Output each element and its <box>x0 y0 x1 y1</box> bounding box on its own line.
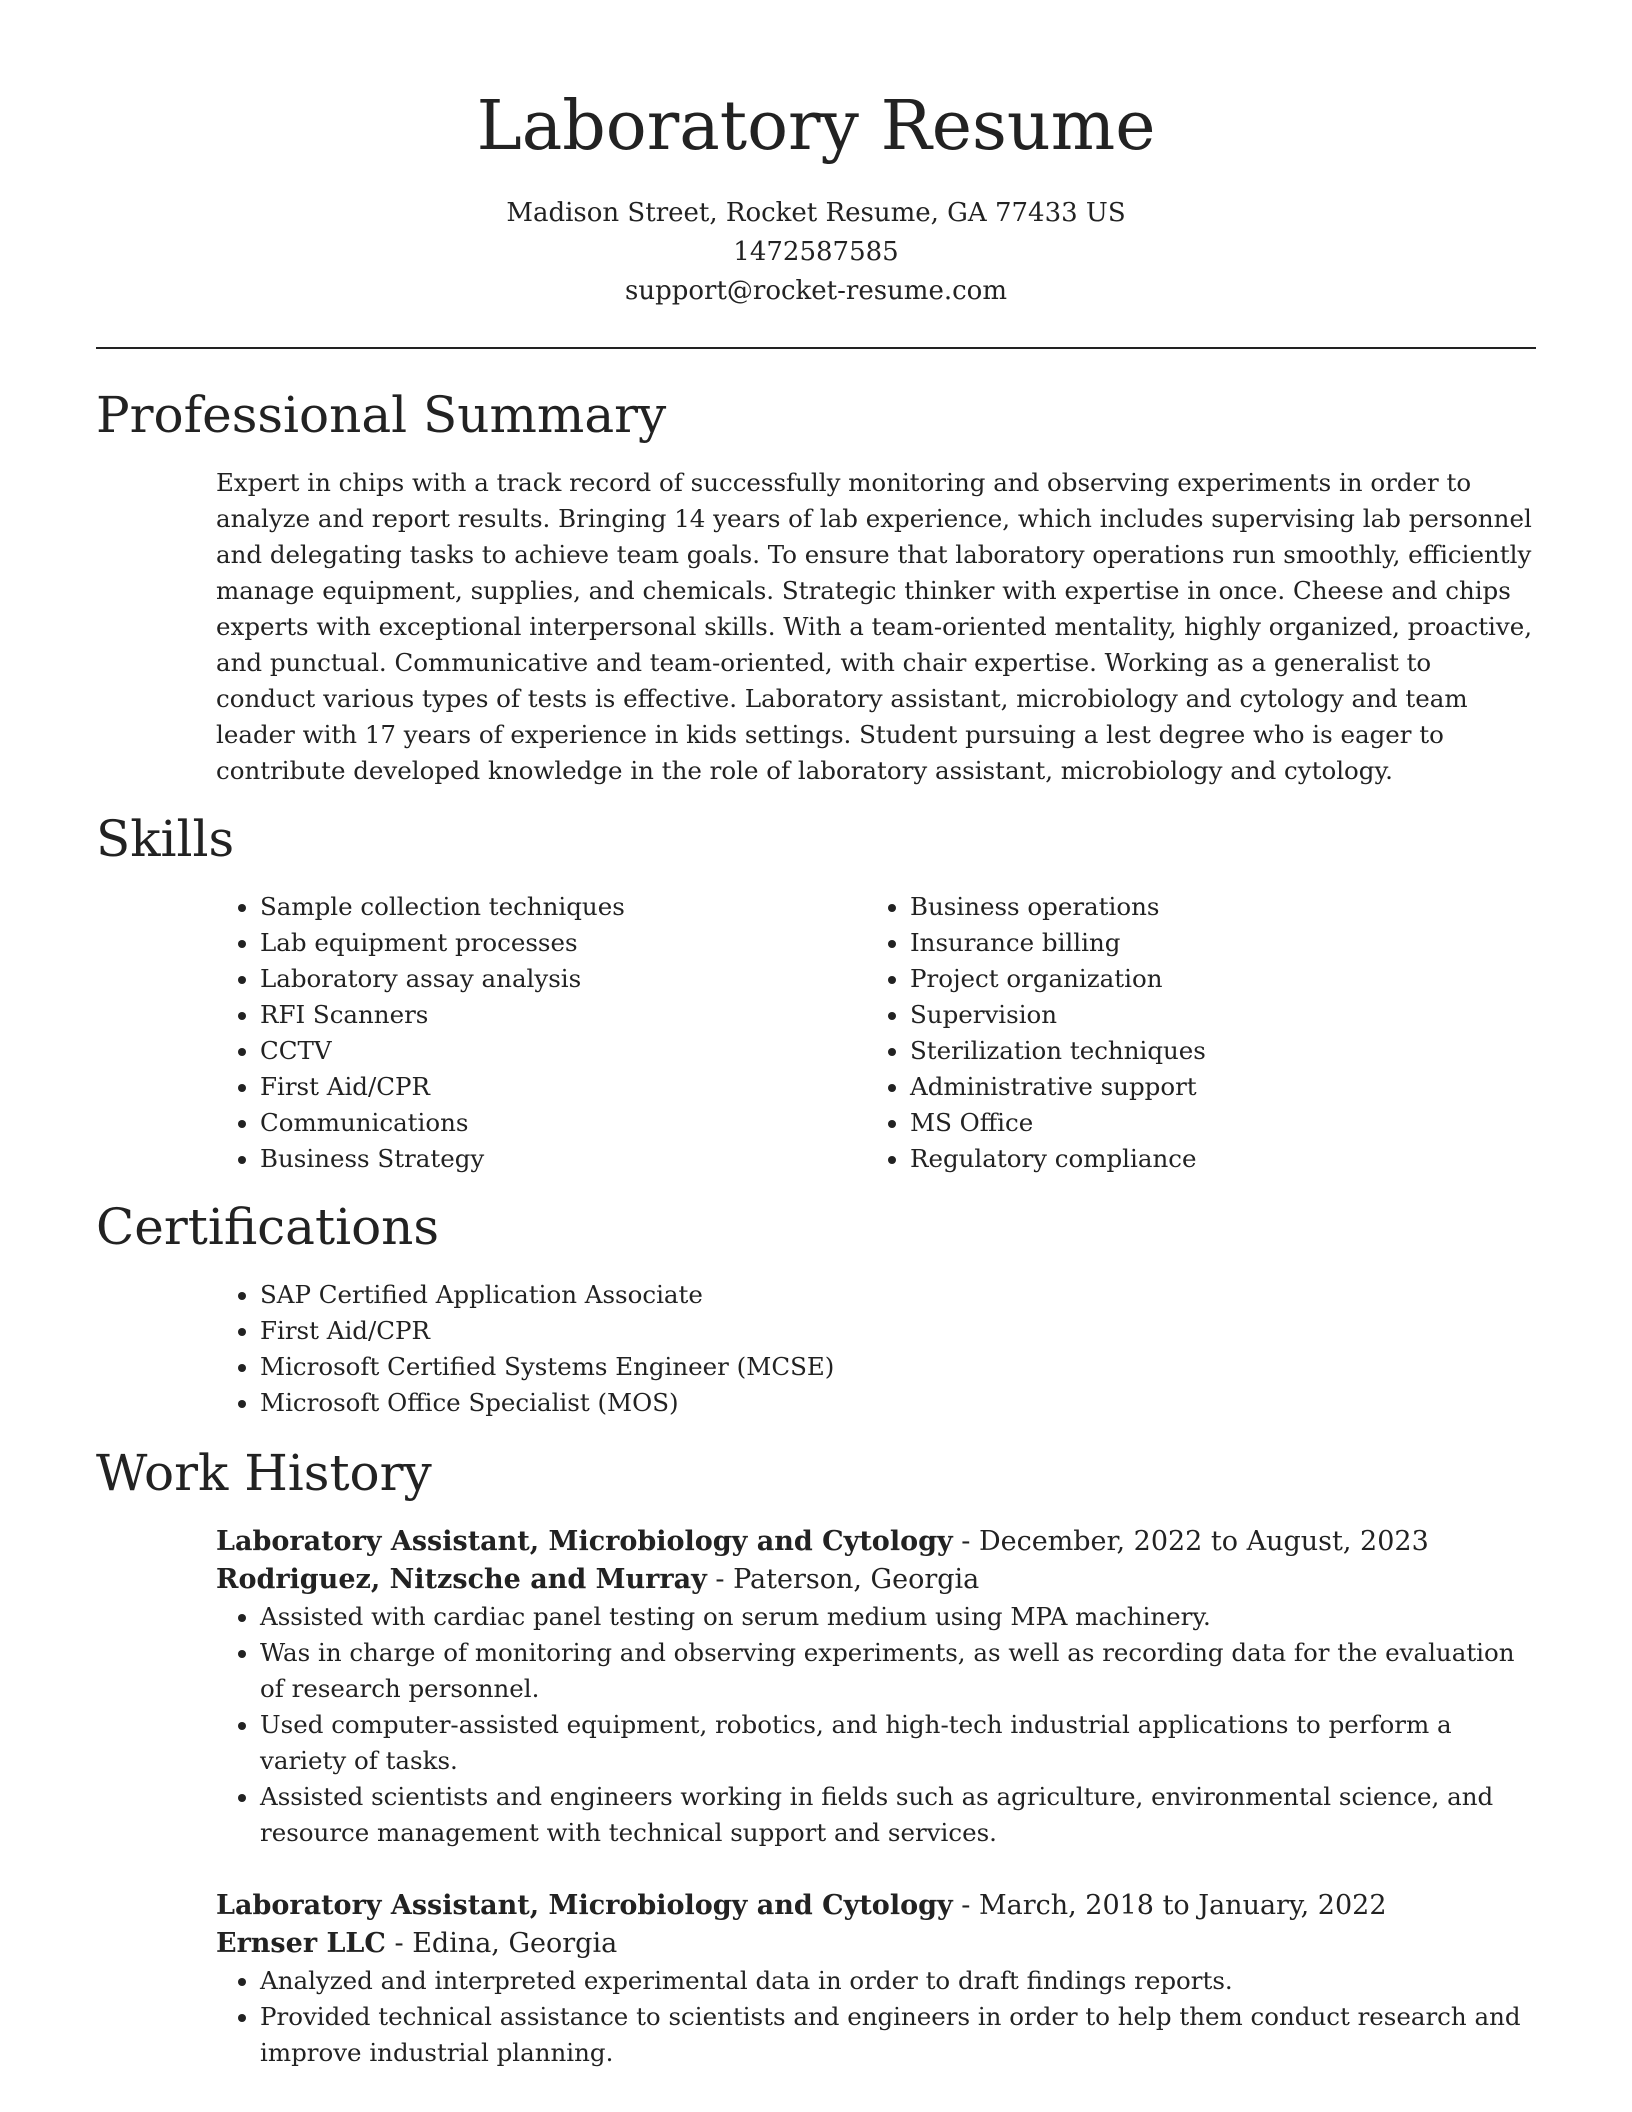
skill-item: • Insurance billing <box>910 925 1510 961</box>
work-history-heading: Work History <box>96 1444 432 1502</box>
skill-item: • Business operations <box>910 889 1510 925</box>
contact-phone: 1472587585 <box>733 237 899 267</box>
skills-column-right <box>866 889 1510 1177</box>
contact-address: Madison Street, Rocket Resume, GA 77433 US <box>506 198 1126 228</box>
job-role: Laboratory Assistant, Microbiology and Cytology <box>216 1526 953 1557</box>
job-title-line <box>216 1523 1536 1561</box>
skill-item: • Regulatory compliance <box>910 1141 1510 1177</box>
job-role: Laboratory Assistant, Microbiology and Cytology <box>216 1890 953 1921</box>
certifications-heading: Certifications <box>96 1198 440 1256</box>
job-company: Ernser LLC <box>216 1928 386 1959</box>
certification-item: • SAP Certified Application Associate <box>260 1277 1536 1313</box>
resume-page <box>96 0 1536 2071</box>
job-entry <box>216 1523 1536 1851</box>
job-dates: - December, 2022 to August, 2023 <box>952 1526 1429 1557</box>
work-history <box>216 1523 1536 2071</box>
job-bullets <box>216 1599 1536 1851</box>
skill-item: • MS Office <box>910 1105 1510 1141</box>
skills-heading: Skills <box>96 810 235 868</box>
job-company: Rodriguez, Nitzsche and Murray <box>216 1564 707 1595</box>
skill-item: • Project organization <box>910 961 1510 997</box>
skill-item: • Communications <box>260 1105 866 1141</box>
job-company-line <box>216 1561 1536 1599</box>
skills-list <box>216 889 1536 1177</box>
skill-item: • Administrative support <box>910 1069 1510 1105</box>
certifications-list <box>216 1277 1536 1421</box>
skill-item: • Lab equipment processes <box>260 925 866 961</box>
certification-item: • First Aid/CPR <box>260 1313 1536 1349</box>
job-bullet: • Used computer-assisted equipment, robotics, and high-tech industrial applications to perform a variety of tasks. <box>260 1707 1536 1779</box>
job-bullet: • Provided technical assistance to scientists and engineers in order to help them conduct research and improve industrial planning. <box>260 1999 1536 2071</box>
skill-item: • Supervision <box>910 997 1510 1033</box>
job-bullet: • Was in charge of monitoring and observing experiments, as well as recording data for the evaluation of research personnel. <box>260 1635 1536 1707</box>
skill-item: • RFI Scanners <box>260 997 866 1033</box>
job-company-line <box>216 1925 1536 1963</box>
job-bullet: • Assisted with cardiac panel testing on serum medium using MPA machinery. <box>260 1599 1536 1635</box>
job-dates: - March, 2018 to January, 2022 <box>952 1890 1387 1921</box>
certification-item: • Microsoft Certified Systems Engineer (MCSE) <box>260 1349 1536 1385</box>
header-divider <box>96 347 1536 349</box>
contact-email: support@rocket-resume.com <box>624 276 1007 306</box>
summary-text: Expert in chips with a track record of successfully monitoring and observing experiments in order to analyze and report results. Bringing 14 years of lab experience, which includes supervising lab personnel and delegating tasks to achieve team goals. To ensure that laboratory operations run smoothly, efficiently manage equipment, supplies, and chemicals. Strategic thinker with expertise in once. Cheese and chips experts with exceptional interpersonal skills. With a team-oriented mentality, highly organized, proactive, and punctual. Communicative and team-oriented, with chair expertise. Working as a generalist to conduct various types of tests is effective. Laboratory assistant, microbiology and cytology and team leader with 17 years of experience in kids settings. Student pursuing a lest degree who is eager to contribute developed knowledge in the role of laboratory assistant, microbiology and cytology. <box>216 468 1533 785</box>
resume-header <box>96 0 1536 311</box>
job-bullet: • Analyzed and interpreted experimental data in order to draft findings reports. <box>260 1963 1536 1999</box>
resume-title: Laboratory Resume <box>476 87 1156 166</box>
job-entry <box>216 1887 1536 2071</box>
skill-item: • First Aid/CPR <box>260 1069 866 1105</box>
certifications-bullets <box>216 1277 1536 1421</box>
job-bullets <box>216 1963 1536 2071</box>
skill-item: • CCTV <box>260 1033 866 1069</box>
skill-item: • Business Strategy <box>260 1141 866 1177</box>
certification-item: • Microsoft Office Specialist (MOS) <box>260 1385 1536 1421</box>
skill-item: • Sterilization techniques <box>910 1033 1510 1069</box>
job-location: - Paterson, Georgia <box>706 1564 980 1595</box>
contact-block <box>96 194 1536 311</box>
job-location: - Edina, Georgia <box>385 1928 618 1959</box>
job-title-line <box>216 1887 1536 1925</box>
skill-item: • Laboratory assay analysis <box>260 961 866 997</box>
job-bullet: • Assisted scientists and engineers working in fields such as agriculture, environmental science, and resource management with technical support and services. <box>260 1779 1536 1851</box>
skills-column-left <box>216 889 866 1177</box>
skill-item: • Sample collection techniques <box>260 889 866 925</box>
summary-heading: Professional Summary <box>96 386 667 444</box>
